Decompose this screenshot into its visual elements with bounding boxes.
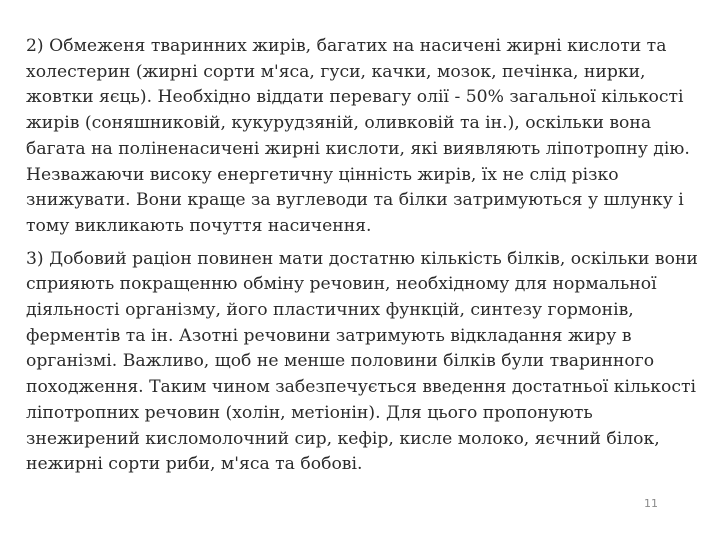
paragraph-fats: 2) Обмеженя тваринних жирів, багатих на насичені жирні кислоти та холестерин (жирні сорти м'яса, гуси, качки, мозок, печінка, нирки, жовтки яєць). Необхідно віддати перевагу олії - 50% загальної кількості жирів (соняшниковій, кукурудзяній, оливковій та ін.), оскільки вона багата на поліненасичені жирні кислоти, які виявляють ліпотропну дію. Незважаючи високу енергетичну цінність жирів, їх не слід різко знижувати. Вони краще за вуглеводи та білки затримуються у шлунку і тому викликають почуття насичення.: [26, 36, 690, 236]
page-number: 11: [644, 497, 658, 510]
slide-content: [26, 34, 702, 478]
paragraph-proteins: 3) Добовий раціон повинен мати достатню кількість білків, оскільки вони сприяють покращенню обміну речовин, необхідному для нормальної діяльності організму, його пластичних функцій, синтезу гормонів, ферментів та ін. Азотні речовини затримують відкладання жиру в організмі. Важливо, щоб не менше половини білків були тваринного походження. Таким чином забезпечується введення достатньої кількості ліпотропних речовин (холін, метіонін). Для цього пропонують знежирений кисломолочний сир, кефір, кисле молоко, яєчний білок, нежирні сорти риби, м'яса та бобові.: [26, 248, 698, 475]
